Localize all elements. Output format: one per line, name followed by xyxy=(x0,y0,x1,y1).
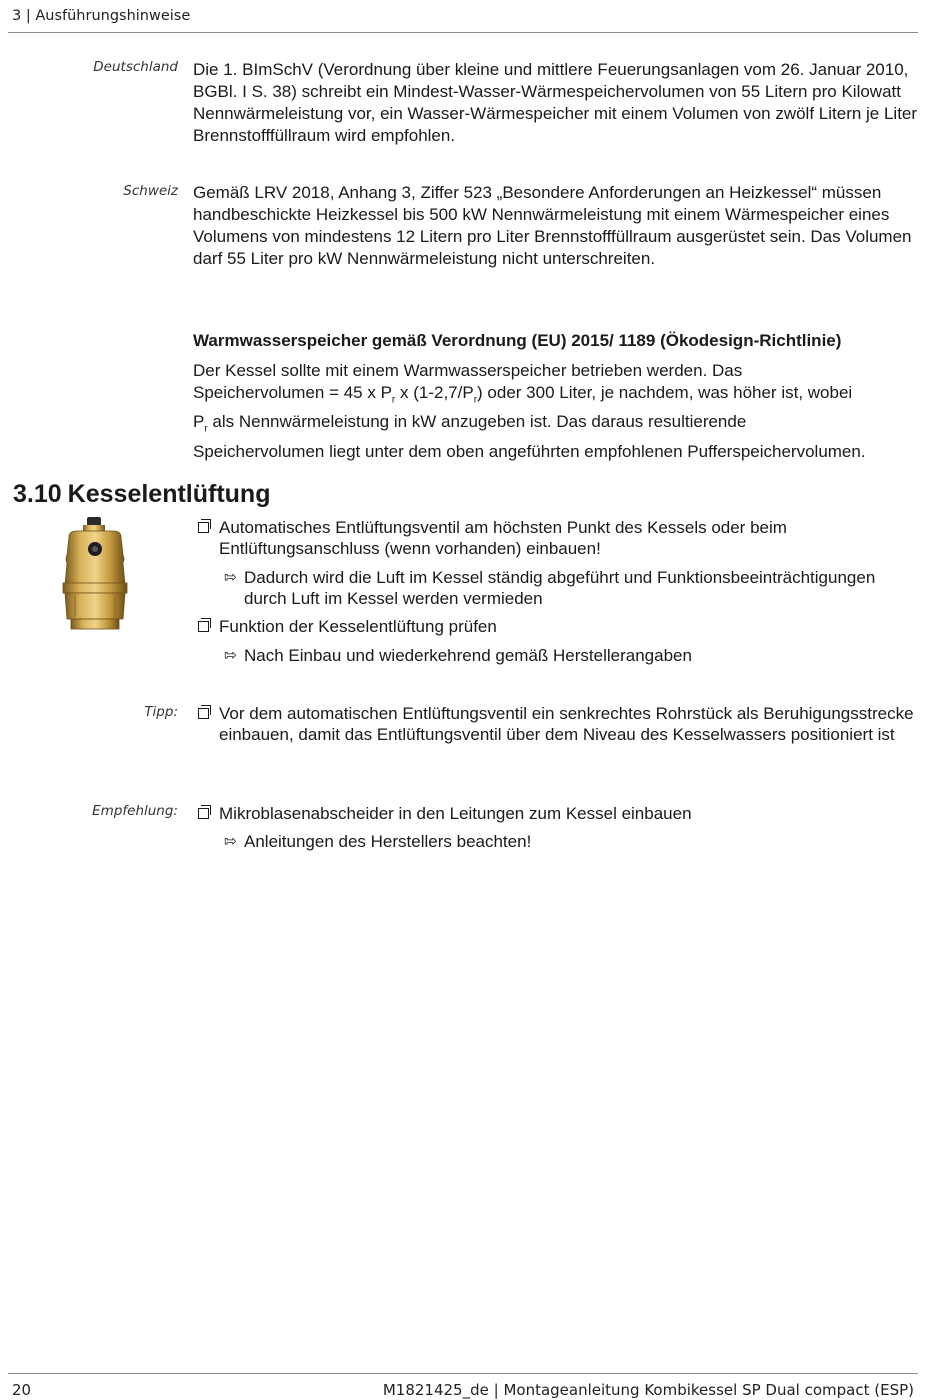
empfehlung-result: ⇰ Anleitungen des Herstellers beachten! xyxy=(224,832,532,851)
document-reference: M1821425_de | Montageanleitung Kombikessel SP Dual compact (ESP) xyxy=(382,1381,914,1399)
section-title xyxy=(13,480,270,509)
page-number: 20 xyxy=(12,1381,32,1399)
step-item-2: Funktion der Kesselentlüftung prüfen xyxy=(198,616,918,637)
deutschland-paragraph: Die 1. BImSchV (Verordnung über kleine und mittlere Feuerungsanlagen vom 26. Januar 2010, BGBl. I S. 38) schreibt ein Mindest-Wasser-Wärmespeichervolumen von 55 Litern pro Kilowatt Nennwärmeleistung vor, ein Wasser-Wärmespeicher mit einem Volumen von zwölf Litern je Liter Brennstofffüllraum wird empfohlen. xyxy=(193,60,918,145)
warmwasser-line-4: Speichervolumen liegt unter dem oben angeführten empfohlenen Pufferspeichervolumen. xyxy=(193,441,866,461)
warmwasser-heading: Warmwasserspeicher gemäß Verordnung (EU) 2015/ 1189 (Ökodesign-Richtlinie) xyxy=(193,331,842,350)
side-label-tipp: Tipp: xyxy=(144,704,178,720)
page-header: 3 | Ausführungshinweise xyxy=(12,8,191,24)
section-number: 3.10 xyxy=(13,480,62,508)
footer-divider xyxy=(8,1373,918,1374)
air-vent-valve-image xyxy=(55,515,135,635)
warmwasser-line-3: $P_r$ als Nennwärmeleistung in kW anzugeben ist. Das daraus resultierende xyxy=(193,412,747,435)
warmwasser-line-2: Speichervolumen = 45 x $P_r$ x $(1-2,7/P_r)$ oder 300 Liter, je nachdem, was höher ist, wobei xyxy=(193,383,853,406)
result-arrow-icon: ⇰ xyxy=(224,646,237,664)
checkbox-icon xyxy=(198,621,209,632)
warmwasser-paragraph xyxy=(193,360,918,463)
empfehlung-item: Mikroblasenabscheider in den Leitungen zum Kessel einbauen xyxy=(198,803,918,824)
checkbox-icon xyxy=(198,708,209,719)
step-item-1: Automatisches Entlüftungsventil am höchsten Punkt des Kessels oder beim Entlüftungsanschluss (wenn vorhanden) einbauen! xyxy=(198,517,918,559)
step-result-2: ⇰ Nach Einbau und wiederkehrend gemäß Herstellerangaben xyxy=(224,646,692,665)
schweiz-paragraph: Gemäß LRV 2018, Anhang 3, Ziffer 523 „Besondere Anforderungen an Heizkessel“ müssen handbeschickte Heizkessel bis 500 kW Nennwärmeleistung mit einem Wärmespeicher eines Volumens von mindestens 12 Litern pro Liter Brennstofffüllraum ausgerüstet sein. Das Volumen darf 55 Liter pro kW Nennwärmeleistung nicht unterschreiten. xyxy=(193,183,912,268)
side-label-schweiz: Schweiz xyxy=(123,183,178,199)
section-name: Kesselentlüftung xyxy=(67,480,271,508)
checkbox-icon xyxy=(198,808,209,819)
step-result-1: ⇰ Dadurch wird die Luft im Kessel ständig abgeführt und Funktionsbeeinträchtigungen durch Luft im Kessel werden vermieden xyxy=(224,568,876,608)
checkbox-icon xyxy=(198,522,209,533)
side-label-deutschland: Deutschland xyxy=(93,59,178,75)
result-arrow-icon: ⇰ xyxy=(224,568,237,586)
header-divider xyxy=(8,32,918,33)
warmwasser-line-1: Der Kessel sollte mit einem Warmwasserspeicher betrieben werden. Das xyxy=(193,361,743,380)
result-arrow-icon: ⇰ xyxy=(224,832,237,850)
side-label-empfehlung: Empfehlung: xyxy=(92,803,178,819)
tipp-item: Vor dem automatischen Entlüftungsventil ein senkrechtes Rohrstück als Beruhigungsstrecke einbauen, damit das Entlüftungsventil über dem Niveau des Kesselwassers positioniert ist xyxy=(198,703,918,745)
